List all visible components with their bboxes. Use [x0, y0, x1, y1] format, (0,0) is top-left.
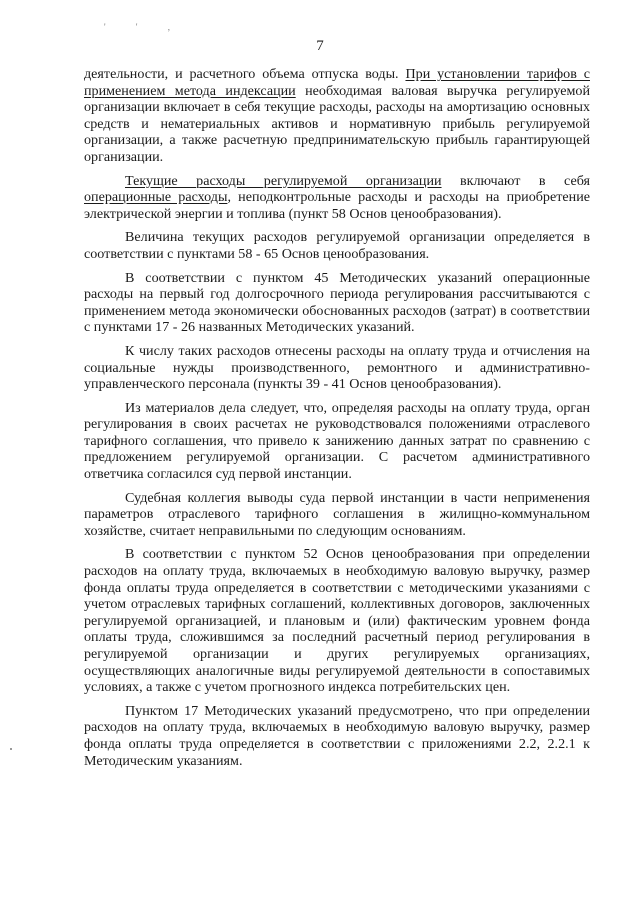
- scan-speck: [10, 748, 12, 750]
- text-run: Судебная коллегия выводы суда первой инстанции в части неприменения параметров отраслевого тарифного соглашения в жилищно-коммунальном хозяйстве, считает неправильными по следующим основаниям.: [84, 489, 590, 539]
- scan-marks: ' ' ,: [104, 22, 184, 32]
- text-run: деятельности, и расчетного объема отпуска воды.: [84, 66, 406, 82]
- text-run: Пунктом 17 Методических указаний предусмотрено, что при определении расходов на оплату труда, включаемых в необходимую валовую выручку, размер фонда оплаты труда определяется в соответствии с приложениями 2.2, 2.2.1 к Методическим указаниям.: [84, 702, 590, 769]
- text-run: необходимая валовая выручка регулируемой организации включает в себя текущие расходы, расходы на амортизацию основных средств и нематериальных активов и нормативную прибыль регулируемой организации, а также расчетную предпринимательскую прибыль гарантирующей организации.: [84, 82, 590, 165]
- paragraph: [84, 229, 590, 262]
- paragraph: [84, 173, 590, 223]
- paragraph: [84, 270, 590, 336]
- text-run: В соответствии с пунктом 52 Основ ценообразования при определении расходов на оплату труда, включаемых в необходимую валовую выручку, размер фонда оплаты труда определяется в соответствии с методическими указаниями с учетом отраслевых тарифных соглашений, коллективных договоров, заключенных регулируемой организацией, и плановым и (или) фактическим уровнем фонда оплаты труда, сложившимся за последний расчетный период регулирования в регулируемой организации и других регулируемых организациях, осуществляющих аналогичные виды регулируемой деятельности в сопоставимых условиях, а также с учетом прогнозного индекса потребительских цен.: [84, 546, 590, 696]
- paragraph: [84, 66, 590, 166]
- text-run: Величина текущих расходов регулируемой организации определяется в соответствии с пунктами 58 - 65 Основ ценообразования.: [84, 229, 590, 262]
- underlined-text: При установлении тарифов с применением метода индексации: [84, 66, 590, 99]
- paragraph: [84, 546, 590, 695]
- document-body: [84, 66, 590, 769]
- paragraph: [84, 400, 590, 483]
- text-run: , неподконтрольные расходы и расходы на приобретение электрической энергии и топлива (пункт 58 Основ ценообразования).: [84, 189, 590, 222]
- paragraph: [84, 703, 590, 769]
- page-number: 7: [316, 38, 324, 54]
- text-run: Из материалов дела следует, что, определяя расходы на оплату труда, орган регулирования в своих расчетах не руководствовался положениями отраслевого тарифного соглашения, что привело к занижению данных затрат по сравнению с предложением регулируемой организации. С расчетом административного ответчика согласился суд первой инстанции.: [84, 399, 590, 483]
- paragraph: [84, 343, 590, 393]
- text-run: включают в себя: [441, 172, 590, 189]
- paragraph: [84, 490, 590, 540]
- text-run: К числу таких расходов отнесены расходы на оплату труда и отчисления на социальные нужды производственного, ремонтного и административно-управленческого персонала (пункты 39 - 41 Основ ценообразования).: [84, 342, 590, 393]
- underlined-text: операционные расходы: [84, 189, 228, 206]
- underlined-text: Текущие расходы регулируемой организации: [125, 172, 442, 189]
- text-run: В соответствии с пунктом 45 Методических указаний операционные расходы на первый год долгосрочного периода регулирования рассчитываются с применением метода экономически обоснованных расходов (затрат) в соответствии с пунктами 17 - 26 названных Методических указаний.: [84, 269, 590, 336]
